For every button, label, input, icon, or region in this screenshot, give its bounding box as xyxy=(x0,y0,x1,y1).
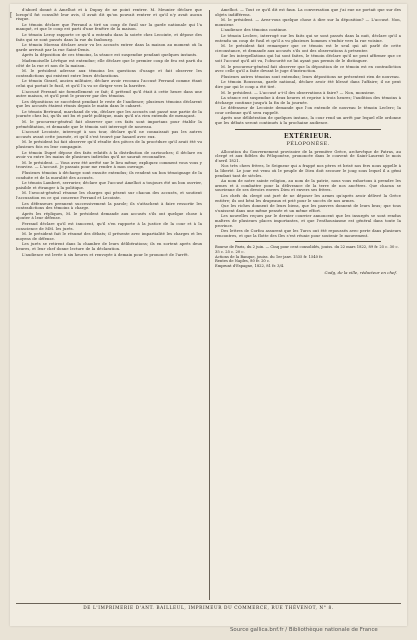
column-divider xyxy=(209,10,210,600)
footer-rule xyxy=(16,603,401,604)
article-paragraph: L'audience des témoins continue. xyxy=(221,28,288,33)
article-paragraph: Après la déposition de ces témoins, la séance est suspendue pendant quelques instants. xyxy=(22,53,198,58)
article-paragraph: M. le président lui fait observer qu'il résulte des pièces de la procédure qu'il avait été vu plusieurs fois en leur compagnie. xyxy=(16,140,202,150)
foreign-news-paragraph: Des lettres de Corfou assurent que les Turcs ont été repoussés avec perte dans plusieurs rencontres, et que la flotte des îles s'est réunie pour soutenir le mouvement. xyxy=(215,229,401,238)
article-paragraph: Amelhot. — Tout ce qu'il dit est faux. La conversation que j'ai eue ne portait que sur des objets indifférens. xyxy=(215,8,401,17)
article-paragraph: M. le procureur-général fait observer que la déposition de ce témoin est en contradiction avec celle qu'il a faite devant le juge d'instruction. xyxy=(215,64,401,74)
article-paragraph: L'accusé Ferrand nie formellement ce fait; il prétend qu'il était à cette heure dans une autre maison, et qu'il peut le prouver par des témoins. xyxy=(16,89,202,99)
article-paragraph: d'abord donné à Amelhot et à Dupuy de ne point rentrer. M. Meunier déclare que lorsqu'il fut consulté leur avis, il avait dit qu'on pouvait rentrer et qu'il n'y avait aucun risque. xyxy=(16,8,202,22)
article-paragraph: M. le président. — Vous avez été arrêté sur le lieu même; expliquez comment vous vous y trouviez. — L'accusé. Je passais pour me rendre à mon ouvrage. xyxy=(16,160,202,170)
newspaper-page xyxy=(10,4,407,626)
signature-line: Codg, de la ville, rédacteur en chef. xyxy=(324,270,397,276)
market-line: Rentes de Naples, 80 fr. 20 c. xyxy=(215,259,271,264)
foreign-news-paragraph: Que les riches donnent de leurs biens, que les pauvres donnent de leurs bras; que tous s'unissent dans une même pensée et un même effort. xyxy=(215,204,401,213)
article-paragraph: Plusieurs autres témoins sont entendus; leurs dépositions ne présentent rien de nouveau. xyxy=(221,74,400,79)
article-paragraph: Après les répliques, M. le président demande aux accusés s'ils ont quelque chose à ajouter à leur défense. xyxy=(16,211,202,221)
article-paragraph: M. le président. — Avez-vous quelque chose à dire sur la déposition? — L'accusé. Non, monsieur. xyxy=(215,18,401,27)
article-paragraph: Plusieurs témoins à décharge sont ensuite entendus; ils rendent un bon témoignage de la conduite et de la moralité des accusés. xyxy=(16,171,202,180)
article-paragraph: Les défenseurs prennent successivement la parole; ils s'attachent à faire ressortir les contradictions des témoins à charge. xyxy=(16,201,202,211)
foreign-news-paragraph: Les chefs du clergé ont juré de ne déposer les armes qu'après avoir délivré la Grèce entière; ils ont béni les drapeaux et prié pour le succès de nos armes. xyxy=(215,194,401,203)
article-paragraph: Le témoin Lambert, serrurier, déclare que l'accusé Amelhot a toujours été un bon ouvrier, paisible et étranger à la politique. xyxy=(16,181,202,190)
source-stamp[interactable]: Source gallica.bnf.fr / Bibliothèque nationale de France xyxy=(230,627,378,633)
article-paragraph: Les dépositions se succèdent pendant le reste de l'audience; plusieurs témoins déclarent que les accusés étaient réunis depuis le matin dans le cabaret. xyxy=(16,99,202,109)
article-paragraph: Les jurés se retirent dans la chambre de leurs délibérations; ils en sortent après deux heures, et leur chef donne lecture de la déclaration. xyxy=(16,242,202,251)
article-paragraph: M. le président. — L'accusé a-t-il des observations à faire? — Non, monsieur. xyxy=(221,90,375,95)
article-paragraph: Le témoin Bertrand, marchand de vin, déclare que les accusés ont passé une partie de la journée chez lui, qu'ils ont bu et parlé politique, mais qu'il n'a rien entendu de menaçant. xyxy=(16,109,202,119)
article-paragraph: Le témoin déclare que Ferrand a tiré un coup de fusil sur la garde nationale qui l'a manqué, et que le coup est parti d'une fenêtre de la maison. xyxy=(16,22,202,32)
article-paragraph: Mademoiselle Lévêque est entendue; elle déclare que le premier coup de feu est parti du côté de la rue et non de la maison. xyxy=(16,58,202,68)
article-paragraph: Ferrand déclare qu'il est innocent, qu'il s'en rapporte à la justice de la cour et à la conscience de MM. les jurés. xyxy=(16,221,202,231)
left-column xyxy=(16,8,202,600)
right-column xyxy=(215,8,401,600)
foreign-news-paragraph: Allocution du Gouvernement provisoire de la première Grèce, archevêque de Patras, au clergé et aux fidèles du Péloponèse, prononcée dans le couvent de Saint-Laurent le mois d'avril 1821. xyxy=(215,149,401,163)
section-subtitle: PÉLOPONÈSE. xyxy=(286,140,330,147)
article-paragraph: Le témoin Moreau déclare avoir vu les accusés entrer dans la maison au moment où la garde arrivait par la rue Saint-Denis. xyxy=(16,43,202,52)
section-rule xyxy=(235,129,381,130)
margin-bracket-icon: [ xyxy=(10,12,13,19)
article-paragraph: Le témoin Rousseau, garde national, déclare avoir été blessé dans l'affaire; il ne peut dire par qui le coup a été tiré. xyxy=(215,80,401,89)
foreign-news-paragraph: Nos très chers frères, le Seigneur qui a frappé nos pères et brisé nos fers nous appelle à la liberté. Le jour est venu où le peuple de Dieu doit secouer le joug sous lequel il a gémi pendant tant de siècles. xyxy=(215,164,401,178)
right-column-top xyxy=(215,8,401,126)
article-paragraph: Le témoin Dupré dépose des faits relatifs à la distribution de cartouches; il déclare en avoir vu entre les mains de plusieurs individus qu'il ne saurait reconnaître. xyxy=(16,150,202,160)
article-paragraph: M. le président fait le résumé des débats; il présente avec impartialité les charges et les moyens de défense. xyxy=(16,232,202,241)
article-paragraph: L'audience est levée à six heures et renvoyée à demain pour le prononcé de l'arrêt. xyxy=(22,252,190,257)
foreign-news-paragraph: Les nouvelles reçues par le dernier courrier annoncent que les insurgés se sont rendus maîtres de plusieurs places importantes, et que l'enthousiasme est général dans toute la province. xyxy=(215,214,401,228)
article-paragraph: Sur les interpellations qui lui sont faites, le témoin déclare qu'il ne peut affirmer que ce soit l'accusé qu'il ait vu, l'obscurité ne lui ayant pas permis de le distinguer. xyxy=(215,54,401,63)
market-report xyxy=(215,245,401,268)
market-line: Emprunt d'Espagne, 1822, 81 fr. 3/4. xyxy=(215,263,285,268)
article-paragraph: M. le procureur-général fait observer que ces faits sont importans pour établir la préméditation, et demande que le témoin soit interrogé de nouveau. xyxy=(16,120,202,129)
market-rule xyxy=(235,241,381,242)
article-paragraph: Le défenseur de Lecointe demande que l'on entende de nouveau le témoin Leclerc; la cour ordonne qu'il sera rappelé. xyxy=(215,106,401,115)
article-paragraph: Après une délibération de quelques instans, la cour rend un arrêt par lequel elle ordonne que les débats seront continués à la prochaine audience. xyxy=(215,116,401,126)
article-paragraph: M. le président adresse aux témoins les questions d'usage et fait observer les contradictions qui existent entre leurs déclarations. xyxy=(16,69,202,78)
foreign-news-paragraph: Au nom de notre sainte religion, au nom de la patrie, nous vous exhortons à prendre les armes et à combattre pour la délivrance de la terre de nos ancêtres. Que chacun se souvienne de ses devoirs envers Dieu et envers ses frères. xyxy=(215,179,401,193)
market-line: Actions de la Banque, jouiss. du 1er janv. 1535 fr. 1540 fr. xyxy=(215,254,324,259)
article-paragraph: M. l'avocat-général résume les charges qui pèsent sur chacun des accusés, et soutient l'accusation en ce qui concerne Ferrand et Lecointe. xyxy=(16,191,202,200)
article-paragraph: Le témoin Leclerc, interrogé sur les faits qui se sont passés dans la nuit, déclare qu'il a entendu un coup de fusil et qu'il a vu plusieurs hommes s'enfuir vers la rue voisine. xyxy=(215,33,401,43)
section-title: EXTÉRIEUR. xyxy=(284,132,332,140)
article-paragraph: Le témoin Leroy rapporte ce qu'il a entendu dans la soirée chez Lecointe, et dépose des faits qui se sont passés dans la rue du faubourg. xyxy=(16,32,202,42)
printer-imprint: DE L'IMPRIMERIE D'ANT. BAILLEUL, IMPRIMEUR DU COMMERCE, RUE THÉVENOT, N° 8. xyxy=(83,606,334,611)
article-paragraph: La séance est suspendue à deux heures et reprise à trois heures; l'audition des témoins à décharge continue jusqu'à la fin de la journée. xyxy=(215,96,401,105)
article-paragraph: Le témoin Girard, ancien militaire, déclare avoir reconnu l'accusé Ferrand comme étant celui qui portait le fusil, et qu'il l'a vu se diriger vers la barrière. xyxy=(16,79,202,88)
right-column-bottom xyxy=(215,150,401,239)
article-paragraph: M. le président fait remarquer que ce témoin est le seul qui ait parlé de cette circonstance, et demande aux accusés s'ils ont des observations à présenter. xyxy=(215,44,401,53)
market-line: Bourse de Paris, du 2 juin. — Cinq pour cent consolidés, jouiss. du 22 mars 1822, 89 fr. 25 c. 30 c. 35 c. 25 c. 20 c. xyxy=(215,245,399,254)
article-paragraph: L'accusé Lecointe, interrogé à son tour, déclare qu'il ne connaissait pas les autres accusés avant cette journée, et qu'il s'est trouvé par hasard avec eux. xyxy=(16,130,202,139)
